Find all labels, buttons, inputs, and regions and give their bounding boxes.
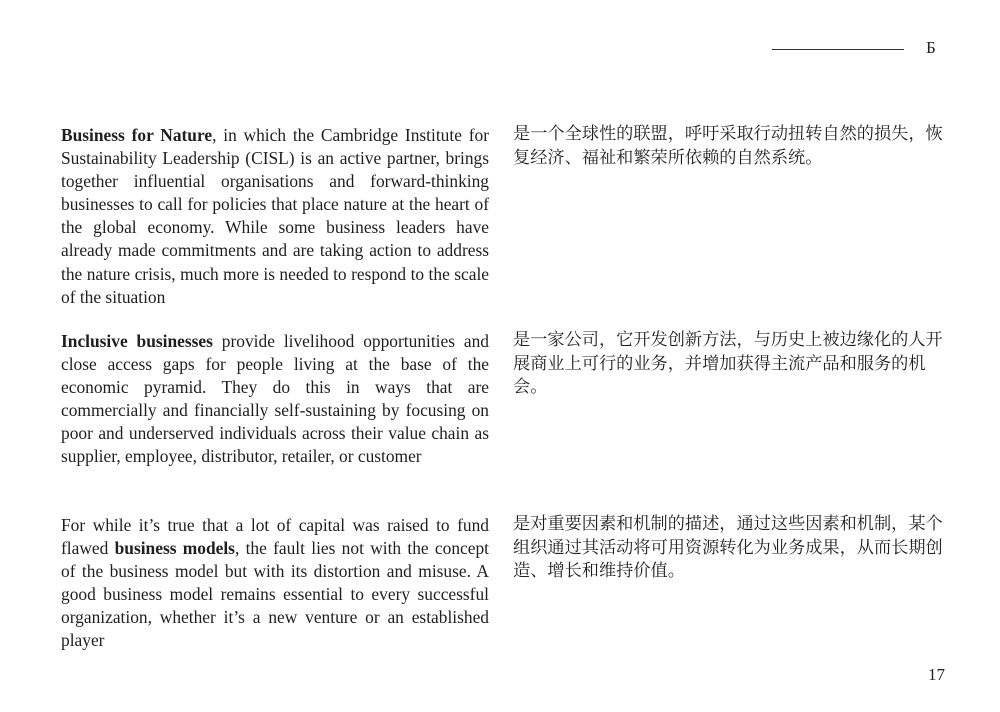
entry-english-business-for-nature [61,124,489,309]
entry-english-after: provide livelihood opportunities and close access gaps for people living at the base of the economic pyramid. They do this in ways that are commercially and financially self-sustaining by focusing on poor and underserved individuals across their value chain as supplier, employee, distributor, retailer, or customer [61,331,489,467]
entry-english-before: For while it’s true that a lot of capital was raised to fund flawed [61,515,489,559]
entry-english-after: , in which the Cambridge Institute for Sustainability Leadership (CISL) is an active partner, brings together influential organisations and forward-thinking businesses to call for policies that place nature at the heart of the global economy. While some business leaders have already made commitments and are taking action to address the nature crisis, much more is needed to respond to the scale of the situation [61,125,489,307]
entry-english-business-models [61,514,489,653]
entry-english-after: , the fault lies not with the concept of the business model but with its distortion and misuse. A good business model remains essential to every successful organization, whether it’s a new venture or an established player [61,538,489,651]
header-letter: Б [926,38,936,57]
page-number: 17 [928,665,945,684]
entry-chinese-business-models: 是对重要因素和机制的描述，通过这些因素和机制，某个组织通过其活动将可用资源转化为业务成果，从而长期创造、增长和维持价值。 [513,514,943,581]
entry-term: business models [114,538,235,559]
entry-term: Business for Nature [61,125,213,145]
entry-term: Inclusive businesses [61,331,213,351]
entry-chinese-business-for-nature: 是一个全球性的联盟，呼吁采取行动扭转自然的损失，恢复经济、福祉和繁荣所依赖的自然系统。 [513,124,943,168]
entry-english-inclusive-businesses [61,330,489,469]
entry-chinese-inclusive-businesses: 是一家公司，它开发创新方法，与历史上被边缘化的人开展商业上可行的业务，并增加获得主流产品和服务的机会。 [513,330,943,397]
header-rule [772,49,904,50]
